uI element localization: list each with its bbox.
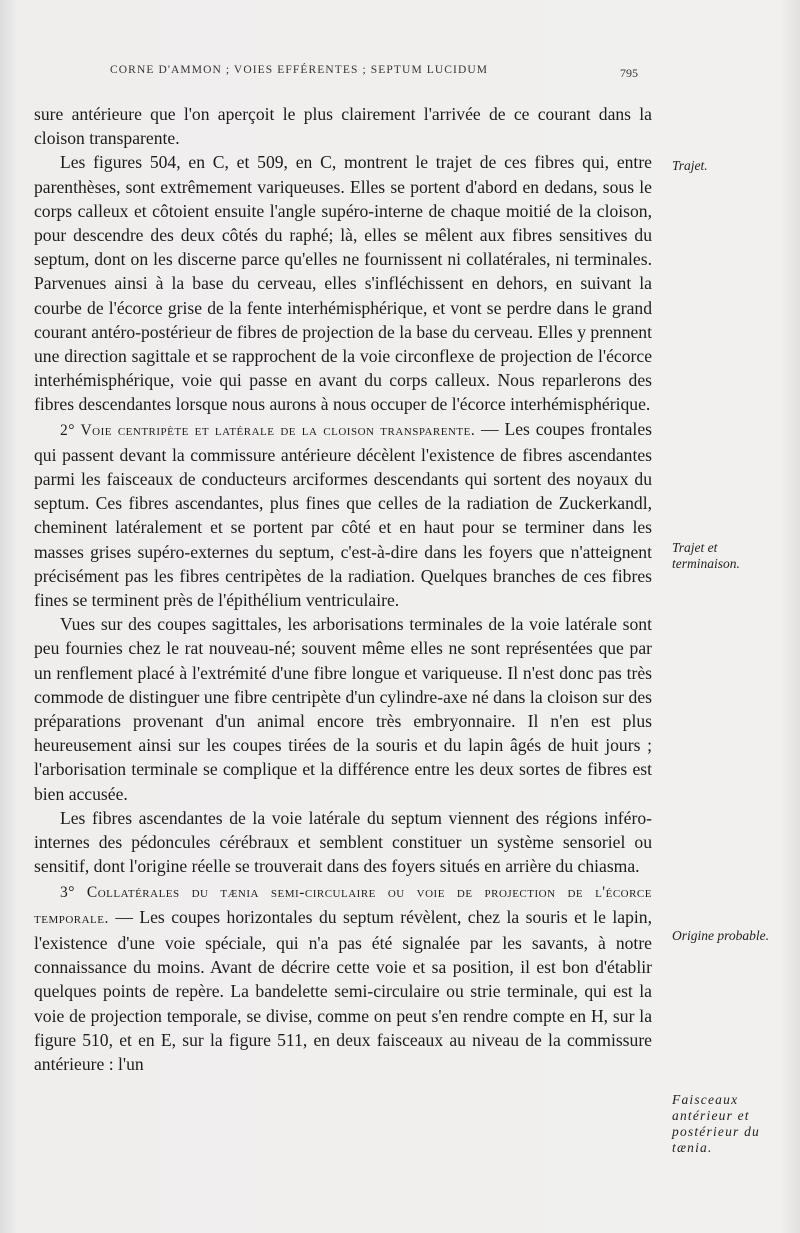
paragraph-5: Les fibres ascendantes de la voie latérale du septum viennent des régions inféro-internes des pédoncules cérébraux et semblent constituer un système sensoriel ou sensitif, dont l'origine réelle se trouverait dans des foyers situés en arrière du chiasma. (34, 807, 652, 877)
section-heading-2: 2° Voie centripète et latérale de la cloison transparente. (60, 421, 476, 439)
section-heading-3: 3° Collatérales du tænia semi-circulaire ou voie de projection de l'écorce temporale. (34, 883, 652, 927)
margin-note-trajet: Trajet. (672, 158, 708, 173)
margin-note-faisceaux: Faisceaux antérieur et postérieur du tænia. (672, 1092, 760, 1155)
paragraph-6 (34, 879, 652, 1077)
paragraph-3 (34, 417, 652, 613)
margin-note-origine: Origine probable. (672, 928, 769, 943)
paragraph-2: Les figures 504, en C, et 509, en C, montrent le trajet de ces fibres qui, entre parenthèses, sont extrêmement variqueuses. Elles se portent d'abord en dedans, sous le corps calleux et côtoient ensuite l'angle supéro-interne de chaque moitié de la cloison, pour descendre des deux côtés du raphé; là, elles se mêlent aux fibres sensitives du septum, dont on les discerne parce qu'elles ne fournissent ni collatérales, ni terminales. Parvenues ainsi à la base du cerveau, elles s'infléchissent en dehors, en suivant la courbe de l'écorce grise de la fente interhémisphérique, et vont se perdre dans le grand courant antéro-postérieur de fibres de projection de la base du cerveau. Elles y prennent une direction sagittale et se rapprochent de la voie circonflexe de projection de l'écorce interhémisphérique, voie qui passe en avant du corps calleux. Nous reparlerons des fibres descendantes lorsque nous aurons à nous occuper de l'écorce interhémisphérique. (34, 152, 652, 415)
running-title: CORNE D'AMMON ; VOIES EFFÉRENTES ; SEPTUM LUCIDUM (110, 64, 489, 76)
margin-note-trajet-terminaison: Trajet et terminaison. (672, 540, 740, 571)
paragraph-4: Vues sur des coupes sagittales, les arborisations terminales de la voie latérale sont peu fournies chez le rat nouveau-né; souvent même elles ne sont représentées que par un renflement placé à l'extrémité d'une fibre longue et variqueuse. Il n'est donc pas très commode de distinguer une fibre centripète d'un cylindre-axe né dans la cloison sur des préparations provenant d'un animal encore très embryonnaire. Il n'en est plus heureusement ainsi sur les coupes tirées de la souris et du lapin âgés de huit jours ; l'arborisation terminale se complique et la différence entre les deux sortes de fibres est bien accusée. (34, 614, 652, 804)
paragraph-6-text: — Les coupes horizontales du septum révèlent, chez la souris et le lapin, l'existence d'une voie spéciale, qui n'a pas été signalée par les savants, à notre connaissance du moins. Avant de décrire cette voie et sa position, il est bon d'établir quelques points de repère. La bandelette semi-circulaire ou strie terminale, qui est la voie de projection temporale, se divise, comme on peut s'en rendre compte en H, sur la figure 510, et en E, sur la figure 511, en deux faisceaux au niveau de la commissure antérieure : l'un (34, 906, 652, 1074)
main-text (34, 102, 652, 1076)
paragraph-1: sure antérieure que l'on aperçoit le plus clairement l'arrivée de ce courant dans la cloison transparente. (34, 104, 652, 149)
page-number: 795 (620, 66, 638, 80)
paragraph-3-text: — Les coupes frontales qui passent devant la commissure antérieure décèlent l'existence de fibres ascendantes parmi les faisceaux de conducteurs arciformes descendants qui sortent des noyaux du septum. Ces fibres ascendantes, plus fines que celles de la radiation de Zuckerkandl, cheminent latéralement et se portent par côté et en haut pour se terminer dans les masses grises supéro-externes du septum, c'est-à-dire dans les foyers que n'atteignent précisément pas les fibres centripètes de la radiation. Quelques branches de ces fibres fines se terminent près de l'épithélium ventriculaire. (34, 418, 652, 611)
